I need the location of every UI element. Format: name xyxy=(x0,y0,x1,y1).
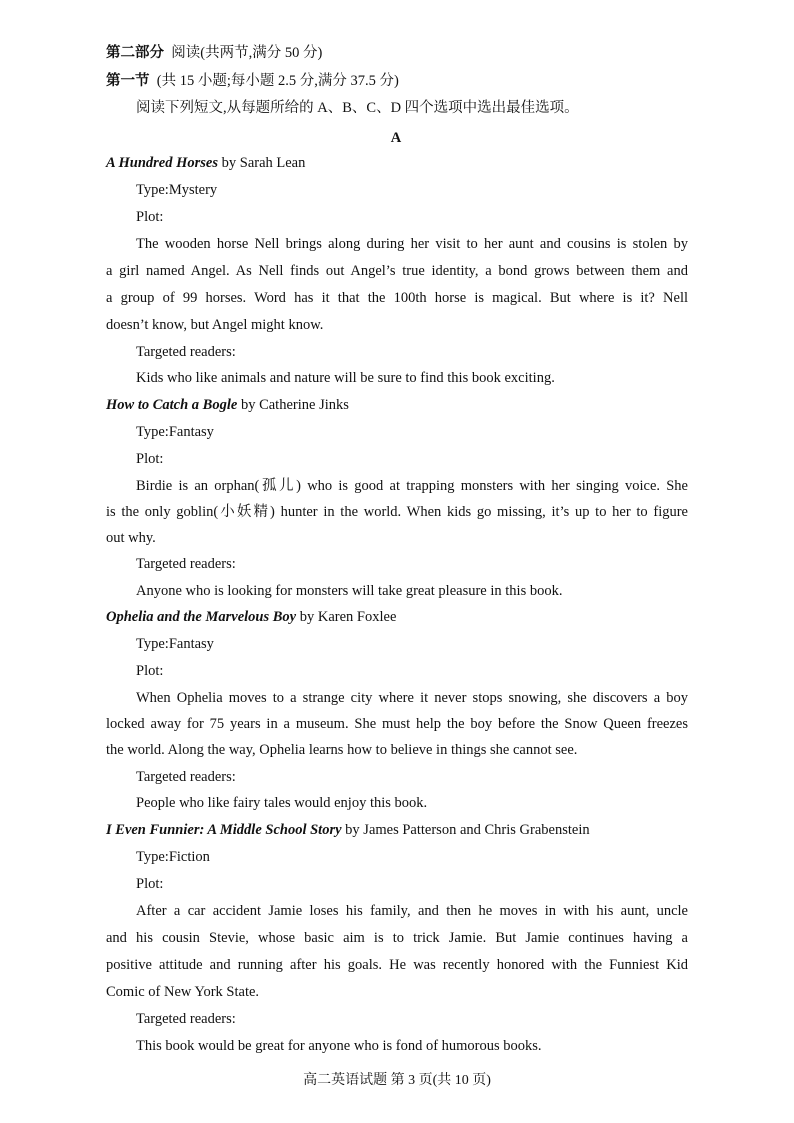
book-type-line xyxy=(136,634,214,654)
plot-line: the world. Along the way, Ophelia learns how to believe in things she cannot see. xyxy=(106,742,578,758)
book-author: by Sarah Lean xyxy=(218,155,306,171)
readers-label: Targeted readers: xyxy=(136,769,236,785)
readers-text: This book would be great for anyone who is fond of humorous books. xyxy=(136,1038,542,1054)
book-type: Fantasy xyxy=(168,424,214,440)
type-label: Type: xyxy=(136,182,169,198)
passage-letter: A xyxy=(390,130,402,146)
plot-line: locked away for 75 years in a museum. She must help the boy before the Snow Queen freezes xyxy=(106,716,688,732)
book-title-line xyxy=(106,153,305,173)
book-author: by James Patterson and Chris Grabenstein xyxy=(341,822,590,838)
part-title: 阅读(共两节,满分 50 分) xyxy=(171,45,323,61)
book-type: Mystery xyxy=(168,182,218,198)
book-type-line xyxy=(136,847,210,867)
plot-line: Birdie is an orphan(孤儿) who is good at trapping monsters with her singing voice. She xyxy=(136,478,688,494)
part-heading xyxy=(106,43,322,63)
book-type: Fantasy xyxy=(168,636,214,652)
readers-label: Targeted readers: xyxy=(136,1011,236,1027)
section-label: 第一节 xyxy=(106,73,150,89)
book-title-line xyxy=(106,607,396,627)
plot-line: a group of 99 horses. Word has it that the 100th horse is magical. But where is it? Nell xyxy=(106,290,688,306)
plot-line: When Ophelia moves to a strange city where it never stops snowing, she discovers a boy xyxy=(136,690,688,706)
plot-label: Plot: xyxy=(136,663,164,679)
part-label: 第二部分 xyxy=(106,45,164,61)
book-author: by Karen Foxlee xyxy=(296,609,397,625)
plot-line: The wooden horse Nell brings along during her visit to her aunt and cousins is stolen by xyxy=(136,236,688,252)
plot-line: a girl named Angel. As Nell finds out Angel’s true identity, a bond grows between them and xyxy=(106,263,688,279)
plot-line: Comic of New York State. xyxy=(106,984,260,1000)
book-title: I Even Funnier: A Middle School Story xyxy=(106,822,342,838)
book-type: Fiction xyxy=(168,849,210,865)
book-author: by Catherine Jinks xyxy=(237,397,349,413)
book-title-line xyxy=(106,395,349,415)
plot-line: out why. xyxy=(106,530,156,546)
type-label: Type: xyxy=(136,424,169,440)
book-type-line xyxy=(136,422,214,442)
readers-text: Anyone who is looking for monsters will take great pleasure in this book. xyxy=(136,583,563,599)
book-title: A Hundred Horses xyxy=(106,155,218,171)
plot-line: After a car accident Jamie loses his family, and then he moves in with his aunt, uncle xyxy=(136,903,688,919)
book-type-line xyxy=(136,180,217,200)
readers-label: Targeted readers: xyxy=(136,556,236,572)
section-heading xyxy=(106,71,399,91)
plot-label: Plot: xyxy=(136,209,164,225)
readers-label: Targeted readers: xyxy=(136,344,236,360)
type-label: Type: xyxy=(136,636,169,652)
page-footer: 高二英语试题 第 3 页(共 10 页) xyxy=(303,1073,491,1088)
plot-line: and his cousin Stevie, whose basic aim is to trick Jamie. But Jamie continues having a xyxy=(106,930,688,946)
plot-label: Plot: xyxy=(136,451,164,467)
plot-label: Plot: xyxy=(136,876,164,892)
readers-text: People who like fairy tales would enjoy this book. xyxy=(136,795,428,811)
section-title: (共 15 小题;每小题 2.5 分,满分 37.5 分) xyxy=(156,73,399,89)
book-title-line xyxy=(106,820,590,840)
book-title: How to Catch a Bogle xyxy=(106,397,238,413)
book-title: Ophelia and the Marvelous Boy xyxy=(106,609,297,625)
plot-line: positive attitude and running after his goals. He was recently honored with the Funniest Kid xyxy=(106,957,688,973)
type-label: Type: xyxy=(136,849,169,865)
instruction-text: 阅读下列短文,从每题所给的 A、B、C、D 四个选项中选出最佳选项。 xyxy=(136,100,579,116)
readers-text: Kids who like animals and nature will be sure to find this book exciting. xyxy=(136,370,555,386)
plot-line: is the only goblin(小妖精) hunter in the world. When kids go missing, it’s up to her to figure xyxy=(106,504,688,520)
plot-line: doesn’t know, but Angel might know. xyxy=(106,317,324,333)
